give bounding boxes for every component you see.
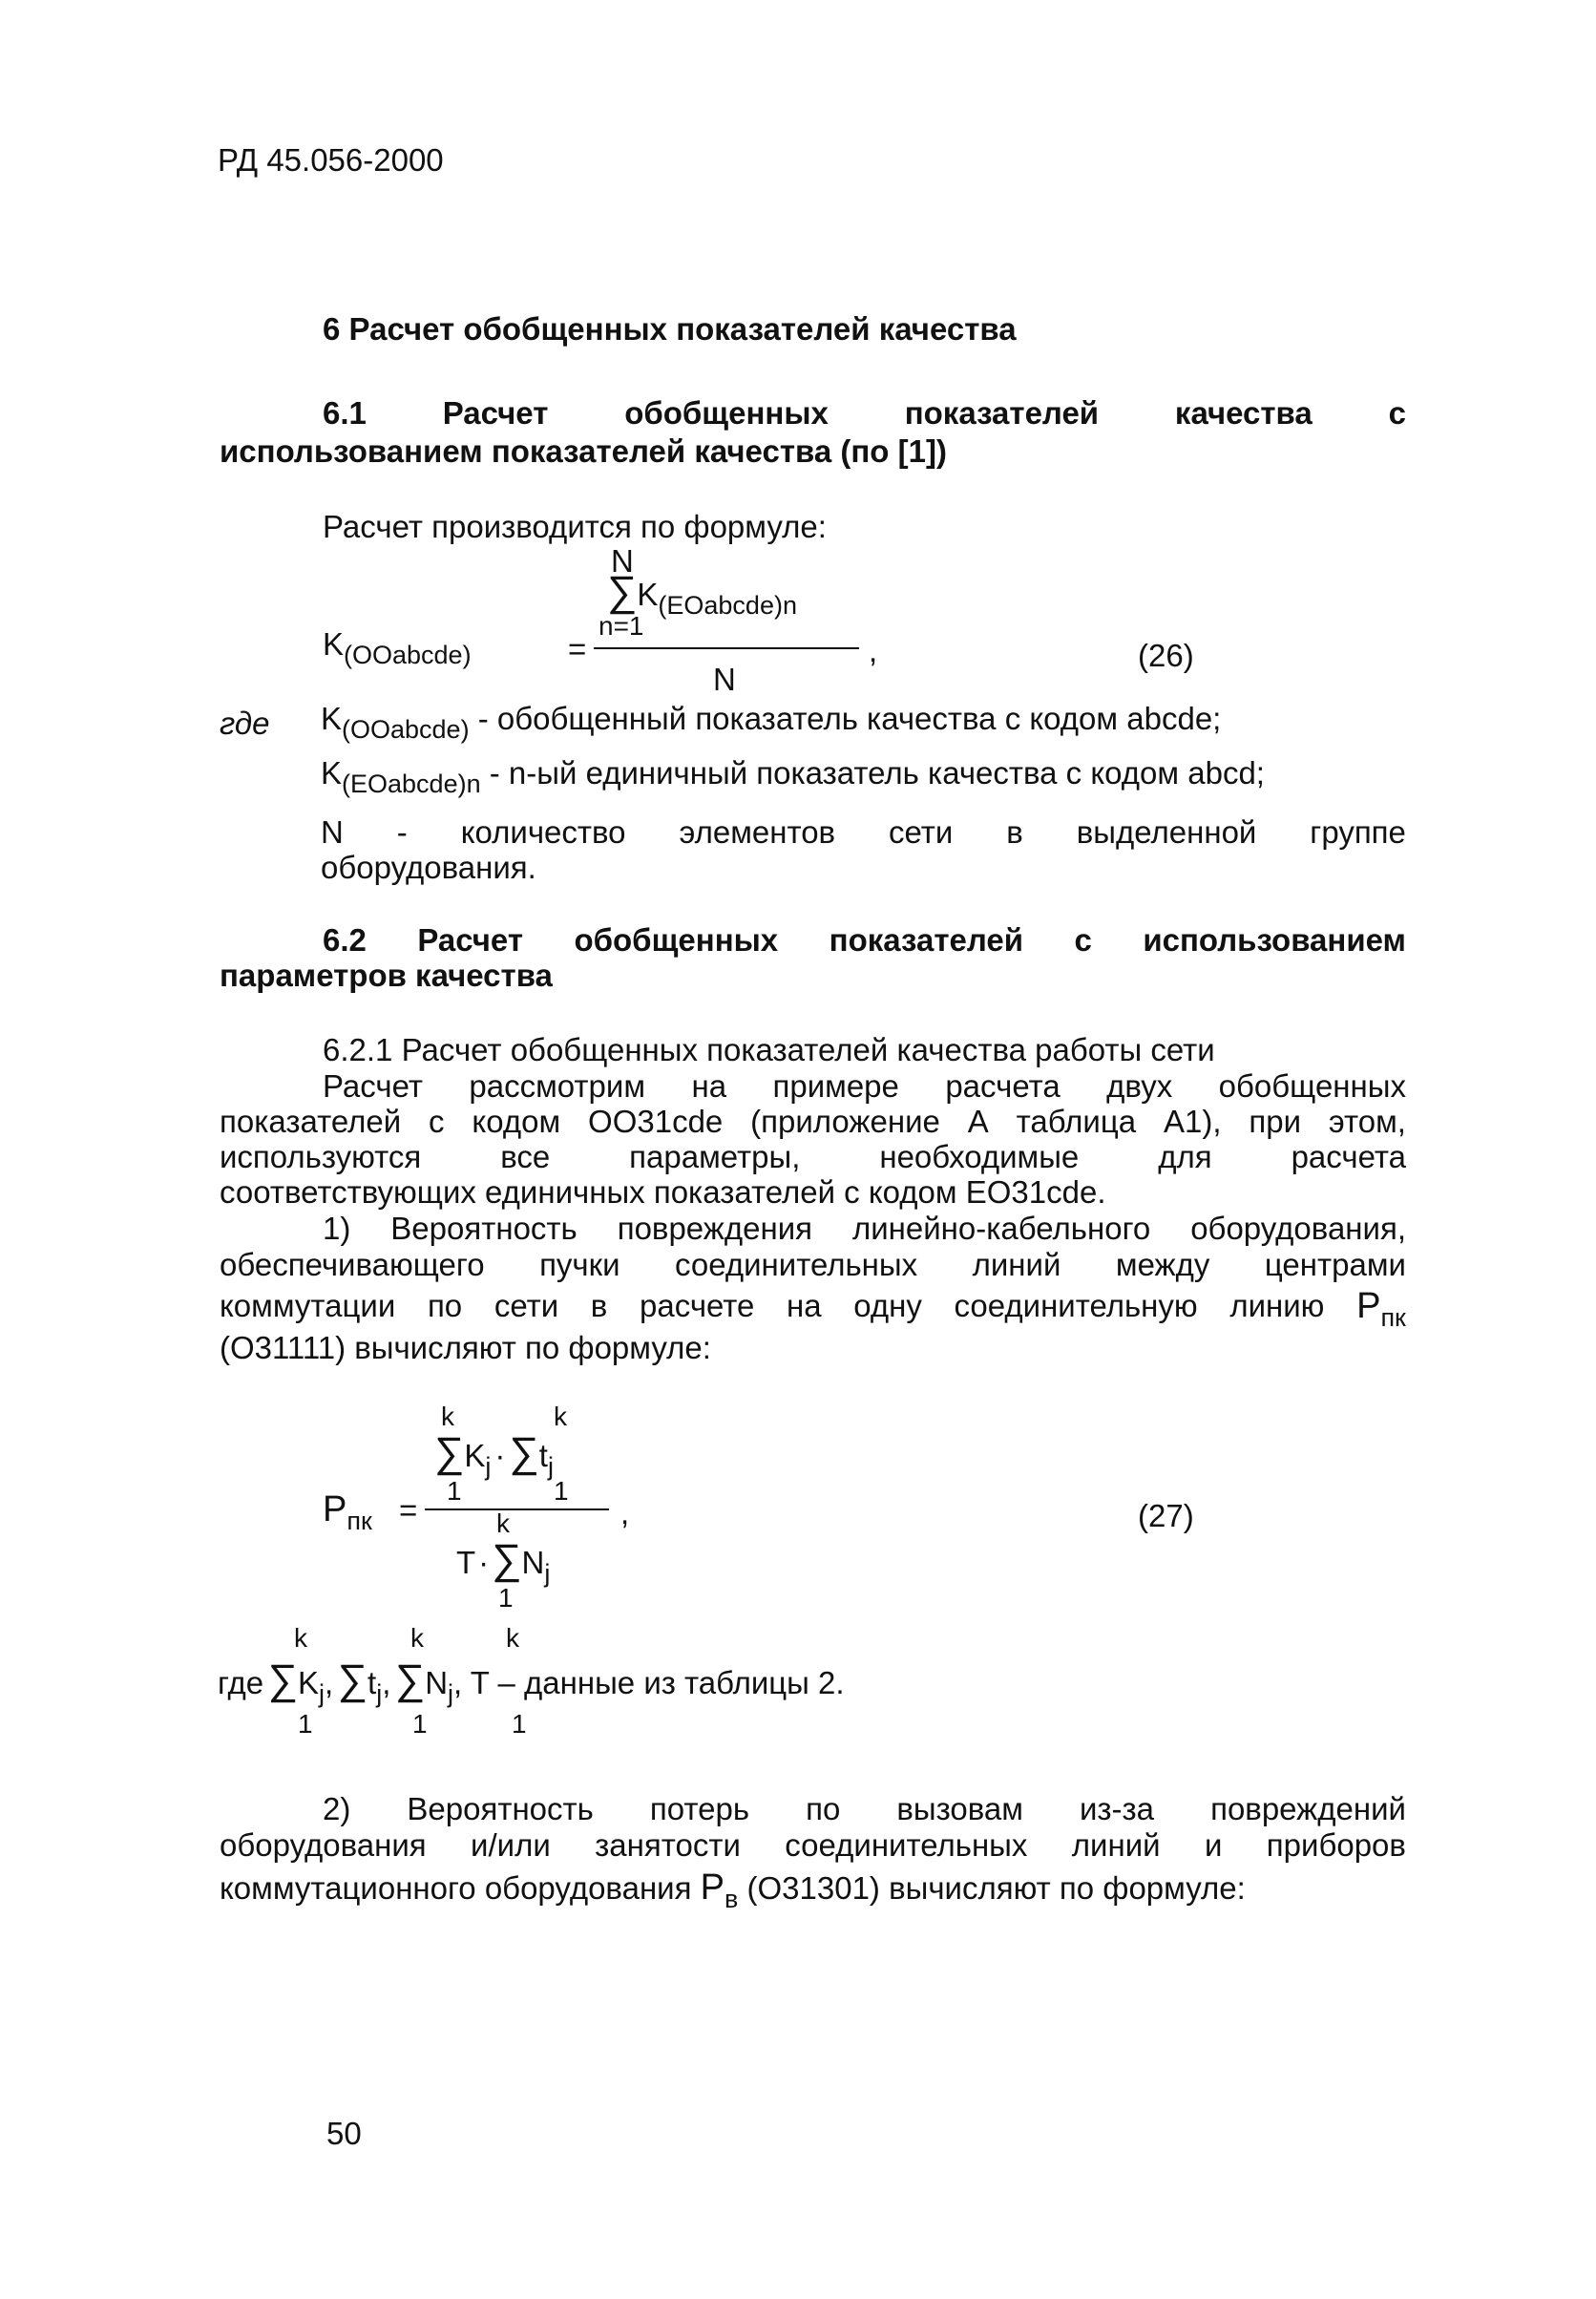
- paragraph-1-line3: используются все параметры, необходимые для расчета: [220, 1139, 1406, 1174]
- where-27-lower-2: 1: [412, 1709, 428, 1739]
- formula-26-fraction-bar: [594, 647, 859, 649]
- item-1-line1: 1) Вероятность повреждения линейно-кабельного оборудования,: [323, 1211, 1406, 1246]
- definition-n-line1: N - количество элементов сети в выделенной группе: [321, 814, 1406, 850]
- page-number: 50: [326, 2116, 362, 2151]
- where-27-upper-2: k: [410, 1623, 424, 1653]
- formula-26-denominator: N: [713, 662, 736, 697]
- formula-27-lhs: Pпк: [323, 1489, 372, 1535]
- paragraph-1-line1: Расчет рассмотрим на примере расчета двух обобщенных: [323, 1068, 1406, 1104]
- formula-27-denominator: T·∑Nj: [456, 1536, 551, 1588]
- formula-27-equals: =: [399, 1492, 418, 1528]
- section-6-2-heading-line2: параметров качества: [220, 958, 553, 993]
- formula-intro: Расчет производится по формуле:: [323, 509, 827, 544]
- formula-27-sum1-lower: 1: [447, 1476, 462, 1506]
- where-27-upper-1: k: [294, 1623, 307, 1653]
- section-6-1-heading-line2: использованием показателей качества (по [1]): [220, 433, 947, 469]
- item-1-line3: коммутации по сети в расчете на одну соединительную линию $P_{пк}$: [220, 1286, 1406, 1332]
- section-6-2-1-title: 6.2.1 Расчет обобщенных показателей качества работы сети: [323, 1032, 1215, 1067]
- item-1-line2: обеспечивающего пучки соединительных линий между центрами: [220, 1247, 1406, 1282]
- paragraph-1-line2: показателей с кодом OO31cde (приложение А таблица А1), при этом,: [220, 1104, 1406, 1139]
- formula-26-sum-upper: N: [611, 543, 634, 579]
- section-6-title: 6 Расчет обобщенных показателей качества: [323, 311, 1017, 347]
- formula-27-fraction-bar: [425, 1508, 609, 1510]
- formula-26-number: (26): [1138, 638, 1194, 673]
- formula-26-numerator: ∑K(EOabcde)n: [607, 568, 797, 620]
- formula-27-den-sum-upper: k: [496, 1508, 510, 1538]
- where-label: где: [220, 706, 270, 741]
- item-2-line3: коммутационного оборудования Pв (O31301) вычисляют по формуле:: [220, 1867, 1246, 1913]
- paragraph-1-line4: соответствующих единичных показателей с кодом EO31cde.: [220, 1174, 1106, 1210]
- section-6-1-heading-line1: 6.1 Расчет обобщенных показателей качества с: [323, 395, 1406, 431]
- formula-26-lhs: K(OOabcde): [323, 626, 472, 669]
- item-2-line2: оборудования и/или занятости соединительных линий и приборов: [220, 1827, 1406, 1863]
- item-1-line4: (O31111) вычисляют по формуле:: [220, 1330, 711, 1365]
- doc-code: РД 45.056-2000: [218, 142, 444, 178]
- where-27-lower-1: 1: [298, 1709, 313, 1739]
- definition-n-line2: оборудования.: [321, 850, 536, 885]
- formula-27-sum2-lower: 1: [554, 1476, 569, 1506]
- formula-27-numerator: ∑Kj ·∑tj: [434, 1429, 554, 1481]
- formula-27-number: (27): [1138, 1498, 1194, 1533]
- formula-27-comma: ,: [620, 1495, 630, 1530]
- formula-27-sum2-upper: k: [554, 1402, 567, 1431]
- definition-k-eo: K(EOabcde)n - n-ый единичный показатель качества с кодом abcd;: [321, 755, 1265, 798]
- item-2-line1: 2) Вероятность потерь по вызовам из-за повреждений: [323, 1791, 1406, 1826]
- where-27-upper-3: k: [506, 1623, 519, 1653]
- where-27-lower-3: 1: [512, 1709, 527, 1739]
- formula-27-sum1-upper: k: [441, 1402, 454, 1431]
- formula-26-sum-lower: n=1: [598, 611, 644, 641]
- formula-27-den-sum-lower: 1: [498, 1583, 514, 1613]
- formula-26-comma: ,: [869, 633, 878, 668]
- where-27-line: где ∑Kj, ∑tj, ∑Nj, T – данные из таблицы 2.: [218, 1656, 845, 1708]
- section-6-2-heading-line1: 6.2 Расчет обобщенных показателей с использованием: [323, 922, 1406, 958]
- definition-k-oo: K(OOabcde) - обобщенный показатель качества с кодом abcde;: [321, 701, 1222, 744]
- formula-26-equals: =: [568, 631, 587, 666]
